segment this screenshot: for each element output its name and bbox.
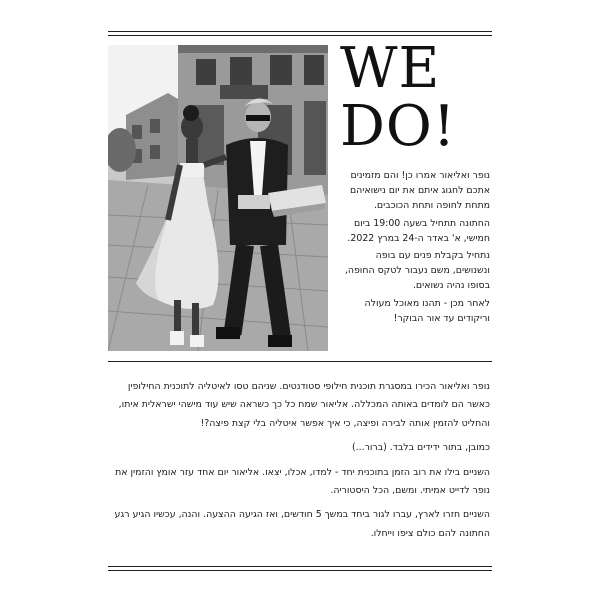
story-paragraph: נופר ואליאור הכירו במסגרת תוכנית חילופי סטודנטים. שניהם טסו לאיטליה לתוכנית החילופין כאשר הם לומדים באותה המכללה. אליאור שמח כל כך כשראה שיש עוד מישהי ישראלית איתו, והחליט להזמין אותה לבירה ופיצה, כי איך אפשר איטליה בלי קצת פיצה?! <box>118 381 490 429</box>
headline-line-2: DO! <box>340 94 457 159</box>
story-text <box>112 378 490 549</box>
top-rule <box>108 31 492 32</box>
invite-paragraph: נתחיל בקבלת פנים עם בופה ונשנושים, משם נעבור לטקס החופה, בסופו נהיה נשואים. <box>344 250 490 292</box>
couple-photo <box>108 45 328 351</box>
story-paragraph: השניים חזרו לארץ, עברו לגור ביחד במשך 5 חודשים, ואז הגיעה ההצעה. והנה, עכשיו הגיע רגע החתונה להם כולם ציפו וייחלו. <box>114 509 490 539</box>
invite-paragraph: החתונה תתחיל בשעה 19:00 ביום חמישי, א' באדר ה-24 במרץ 2022. <box>347 217 490 244</box>
invite-paragraph: לאחר מכן - תהנו מאוכל מעולה וריקודים עד אור הבוקר! <box>364 297 490 324</box>
middle-rule <box>108 361 492 362</box>
bottom-rule <box>108 570 492 571</box>
headline-line-1: WE <box>340 36 441 101</box>
invitation-text <box>338 168 490 328</box>
headline <box>340 36 500 159</box>
bottom-rule <box>108 566 492 567</box>
story-paragraph: כמובן, בתור ידידים בלבד. (ברור...) <box>351 442 490 454</box>
invite-paragraph: נופר ואליאור אמרו כן! והם מזמינים אתכם לחגוג איתם את יום נישואיהם מתחת לחופה ותחת הכוכבים. <box>349 170 490 212</box>
story-paragraph: השניים בילו את רוב הזמן בתוכנית יחד - למדו, אכלו, יצאו. אליאור יום אחד עזר אומץ והזמין את נופר לדייט אמיתי. ומשם, הכל היסטוריה. <box>115 466 490 497</box>
